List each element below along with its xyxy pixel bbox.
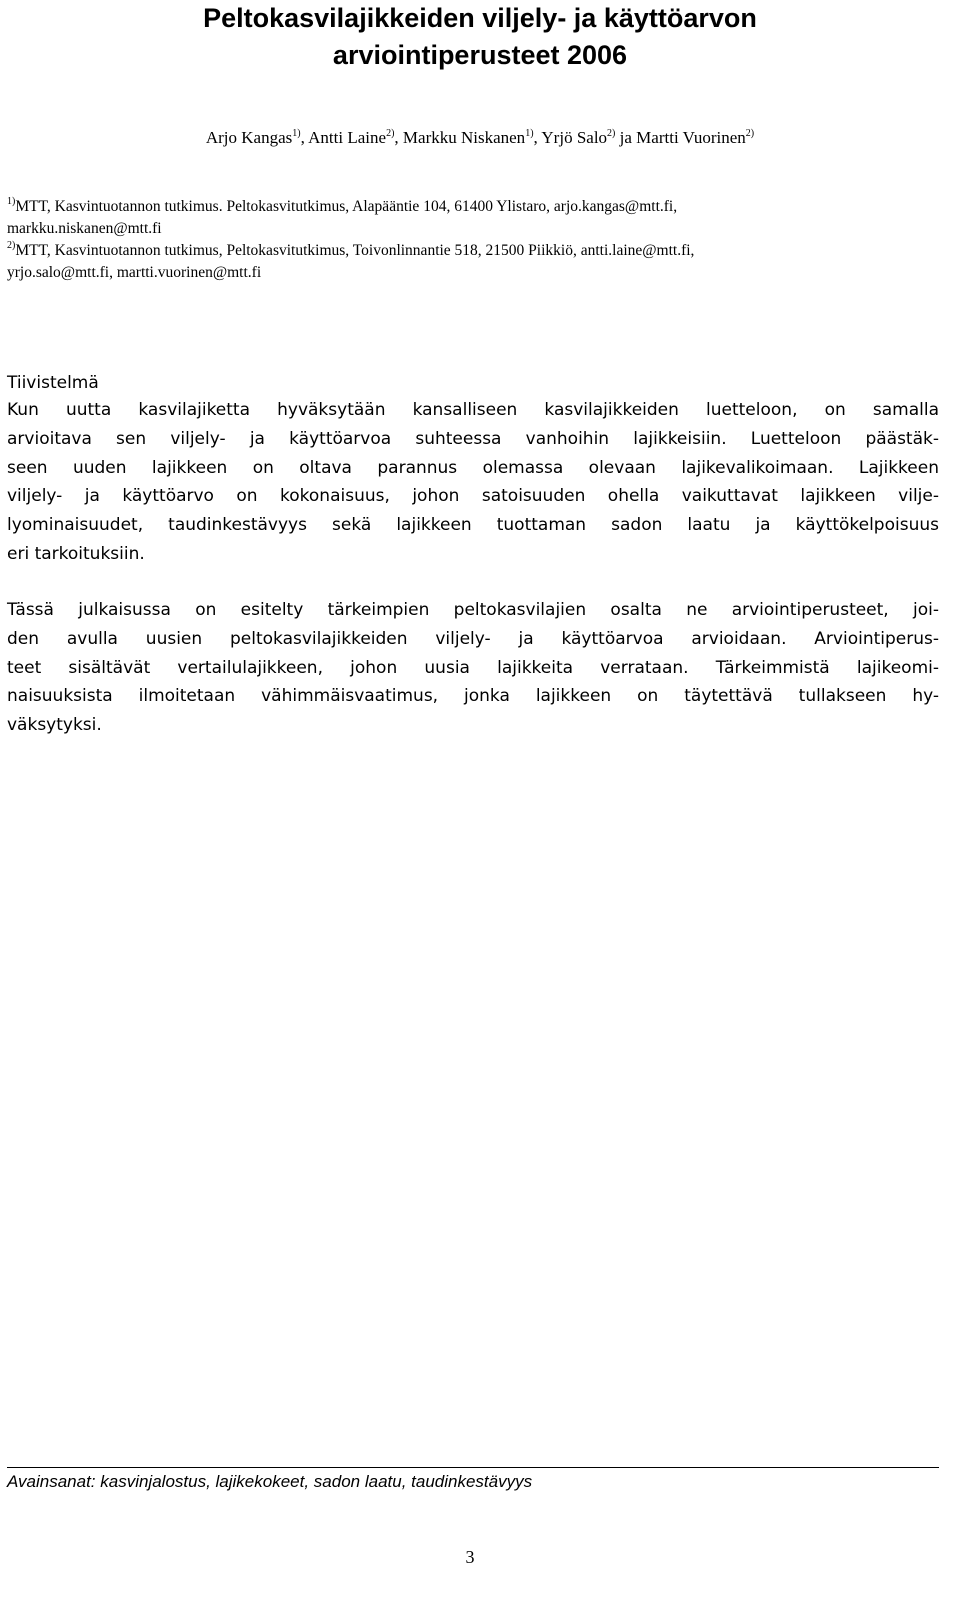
keywords: Avainsanat: kasvinjalostus, lajikekokeet, sadon laatu, taudinkestävyys: [7, 1472, 533, 1491]
affiliation-line: [7, 240, 694, 262]
affiliation-mark: 1): [7, 196, 16, 207]
author-name: Markku Niskanen: [402, 128, 526, 147]
text-line: teet sisältävät vertailulajikkeen, johon uusia lajikkeita verrataan. Tärkeimmistä lajikeomi-: [7, 657, 939, 678]
abstract-heading: Tiivistelmä: [7, 373, 99, 393]
author-name: Arjo Kangas: [205, 128, 293, 147]
author-affiliation-mark: 2): [386, 128, 395, 139]
author-separator: ,: [533, 128, 542, 147]
footer-divider: [7, 1467, 939, 1468]
author-affiliation-mark: 2): [745, 128, 755, 139]
author-separator: ,: [394, 128, 403, 147]
title-line-1: Peltokasvilajikkeiden viljely- ja käyttöarvon: [203, 3, 757, 33]
affiliation-line: yrjo.salo@mtt.fi, martti.vuorinen@mtt.fi: [7, 264, 262, 281]
text-line: arvioitava sen viljely- ja käyttöarvoa suhteessa vanhoihin lajikkeisiin. Luetteloon päästäk-: [7, 428, 939, 449]
text-line: den avulla uusien peltokasvilajikkeiden viljely- ja käyttöarvoa arvioidaan. Arviointiperus-: [7, 628, 939, 649]
text-line: Tässä julkaisussa on esitelty tärkeimpien peltokasvilajien osalta ne arviointiperusteet, joi-: [7, 600, 939, 620]
author-separator: ,: [300, 128, 309, 147]
text-line: Kun uutta kasvilajiketta hyväksytään kansalliseen kasvilajikkeiden luetteloon, on samalla: [7, 400, 939, 420]
text-line: väksytyksi.: [7, 715, 102, 736]
affiliation-line: [7, 196, 677, 218]
affiliation-1: [7, 196, 677, 240]
author-name: Martti Vuorinen: [636, 128, 746, 147]
text-line: naisuuksista ilmoitetaan vähimmäisvaatimus, jonka lajikkeen on täytettävä tullakseen hy-: [7, 686, 939, 707]
author-affiliation-mark: 1): [525, 128, 534, 139]
author-name: Yrjö Salo: [541, 128, 608, 147]
author-list: [0, 126, 960, 150]
author-separator: ja: [615, 128, 637, 147]
title-line-2: arviointiperusteet 2006: [332, 40, 628, 70]
affiliation-2: [7, 240, 694, 284]
text-line: eri tarkoituksiin.: [7, 543, 145, 564]
abstract-paragraph-2: [7, 596, 939, 740]
abstract-paragraph-1: [7, 396, 939, 569]
author-name: Antti Laine: [308, 128, 387, 147]
affiliation-mark: 2): [7, 240, 16, 251]
affiliation-text: MTT, Kasvintuotannon tutkimus, Peltokasvitutkimus, Toivonlinnantie 518, 21500 Piikkiö, antti.laine@mtt.fi,: [15, 242, 695, 259]
text-line: viljely- ja käyttöarvo on kokonaisuus, johon satoisuuden ohella vaikuttavat lajikkeen vilje-: [7, 486, 939, 507]
text-line: lyominaisuudet, taudinkestävyys sekä lajikkeen tuottaman sadon laatu ja käyttökelpoisuus: [7, 515, 939, 536]
affiliation-line: markku.niskanen@mtt.fi: [7, 220, 162, 237]
author-affiliation-mark: 1): [292, 128, 301, 139]
document-title: [0, 0, 960, 74]
page-number: 3: [465, 1547, 475, 1567]
text-line: seen uuden lajikkeen on oltava parannus olemassa olevaan lajikevalikoimaan. Lajikkeen: [7, 457, 939, 478]
affiliation-text: MTT, Kasvintuotannon tutkimus. Peltokasvitutkimus, Alapääntie 104, 61400 Ylistaro, arjo.kangas@mtt.fi,: [15, 198, 678, 215]
author-affiliation-mark: 2): [607, 128, 616, 139]
